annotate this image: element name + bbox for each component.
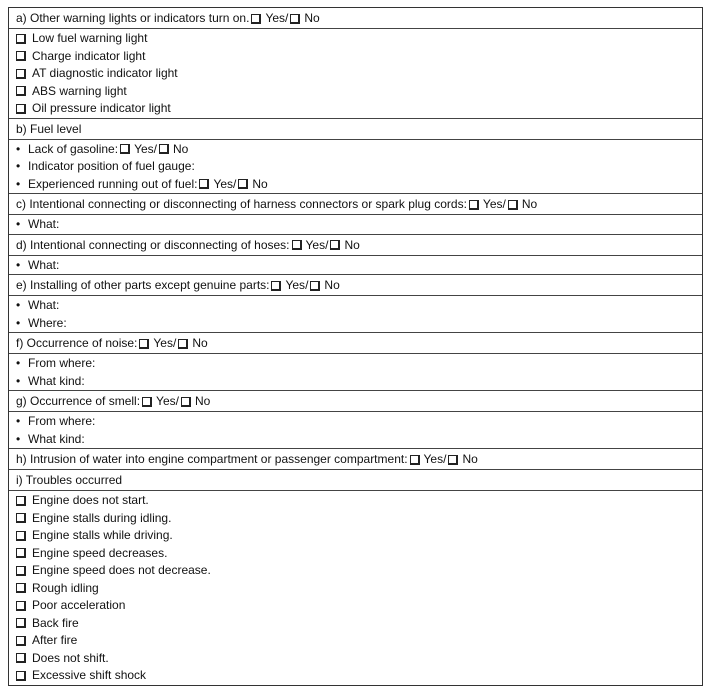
checklist-item[interactable]: [16, 597, 702, 615]
bullet-item: [16, 257, 702, 275]
yes-label: Yes: [156, 394, 176, 408]
yes-label: Yes: [482, 197, 503, 211]
section-title: c) Intentional connecting or disconnecting of harness connectors or spark plug cords:: [16, 197, 467, 211]
item-checkbox[interactable]: [16, 69, 26, 79]
no-label: No: [192, 336, 208, 350]
item-checkbox[interactable]: [16, 104, 26, 114]
checklist-item-label: After fire: [32, 633, 78, 647]
trouble-questionnaire-form: [8, 7, 703, 686]
checklist-item-label: Charge indicator light: [32, 48, 146, 63]
section-header: [9, 275, 702, 296]
checklist-item[interactable]: [16, 580, 702, 598]
section-header-line: [16, 451, 702, 469]
bullet-item: [16, 413, 702, 431]
checklist-item[interactable]: [16, 650, 702, 668]
section-header: [9, 449, 702, 470]
no-label: No: [172, 141, 189, 156]
slash-separator: /: [305, 278, 309, 292]
section-body: [9, 354, 702, 391]
no-checkbox[interactable]: [508, 200, 518, 210]
checklist-item-label: Rough idling: [32, 580, 99, 595]
no-checkbox[interactable]: [330, 240, 340, 250]
bullet-dot-icon: •: [16, 315, 21, 330]
item-checkbox[interactable]: [16, 86, 26, 96]
yes-checkbox[interactable]: [199, 179, 209, 189]
bullet-item-label: What kind:: [28, 431, 85, 446]
yes-label: Yes: [213, 176, 234, 191]
bullet-item: [16, 355, 702, 373]
section-header: [9, 391, 702, 412]
checklist-item[interactable]: [16, 510, 702, 528]
bullet-item-label: Where:: [28, 315, 67, 330]
slash-separator: /: [502, 197, 506, 211]
section-header: [9, 333, 702, 354]
item-checkbox[interactable]: [16, 34, 26, 44]
bullet-item-label: What kind:: [28, 373, 85, 388]
checklist-item[interactable]: [16, 562, 702, 580]
slash-separator: /: [153, 141, 157, 156]
yes-checkbox[interactable]: [142, 397, 152, 407]
section-body: [9, 256, 702, 276]
section-header: [9, 194, 702, 215]
section-header-line: [16, 196, 702, 214]
bullet-dot-icon: •: [16, 298, 21, 312]
yes-label: Yes: [265, 11, 286, 25]
section-header-line: [16, 237, 702, 255]
no-checkbox[interactable]: [178, 339, 188, 349]
checklist-item-label: Engine speed does not decrease.: [32, 563, 211, 577]
bullet-item-label: Indicator position of fuel gauge:: [28, 159, 195, 173]
section-header-line: [16, 472, 702, 490]
section-header-line: [16, 121, 702, 139]
bullet-item: [16, 216, 702, 234]
section-title: e) Installing of other parts except genuine parts:: [16, 278, 270, 292]
section-body: [9, 491, 702, 685]
checklist-item[interactable]: [16, 65, 702, 83]
item-checkbox[interactable]: [16, 653, 26, 663]
section-title: h) Intrusion of water into engine compartment or passenger compartment:: [16, 452, 408, 466]
bullet-item-label: From where:: [28, 356, 96, 370]
no-label: No: [304, 11, 320, 25]
no-label: No: [462, 452, 478, 466]
item-checkbox[interactable]: [16, 531, 26, 541]
section-header-line: [16, 277, 702, 295]
yes-checkbox[interactable]: [139, 339, 149, 349]
checklist-item[interactable]: [16, 632, 702, 650]
section-title: i) Troubles occurred: [16, 473, 123, 487]
item-checkbox[interactable]: [16, 618, 26, 628]
item-checkbox[interactable]: [16, 51, 26, 61]
item-checkbox[interactable]: [16, 636, 26, 646]
yes-label: Yes: [305, 237, 326, 252]
checklist-item-label: Poor acceleration: [32, 598, 126, 612]
slash-separator: /: [175, 394, 179, 408]
bullet-dot-icon: •: [16, 141, 21, 156]
yes-checkbox[interactable]: [271, 281, 281, 291]
item-checkbox[interactable]: [16, 601, 26, 611]
item-checkbox[interactable]: [16, 671, 26, 681]
no-label: No: [194, 394, 211, 408]
bullet-item: [16, 373, 702, 391]
bullet-item-label: What:: [28, 257, 60, 272]
bullet-item-label: What:: [28, 298, 60, 312]
no-label: No: [344, 237, 360, 252]
checklist-item-label: Oil pressure indicator light: [32, 101, 171, 115]
section-title: b) Fuel level: [16, 121, 82, 136]
checklist-item[interactable]: [16, 48, 702, 66]
no-checkbox[interactable]: [448, 455, 458, 465]
bullet-dot-icon: •: [16, 356, 21, 370]
bullet-dot-icon: •: [16, 431, 21, 446]
checklist-item[interactable]: [16, 492, 702, 510]
yes-label: Yes: [423, 452, 444, 466]
bullet-item: [16, 431, 702, 449]
slash-separator: /: [172, 336, 177, 350]
bullet-item-label: From where:: [28, 414, 96, 428]
checklist-item-label: Engine stalls during idling.: [32, 510, 172, 525]
section-header-line: [16, 10, 702, 28]
yes-label: Yes: [285, 278, 306, 292]
bullet-dot-icon: •: [16, 159, 21, 173]
bullet-dot-icon: •: [16, 217, 21, 231]
yes-checkbox[interactable]: [251, 14, 261, 24]
section-header-line: [16, 393, 702, 411]
item-checkbox[interactable]: [16, 496, 26, 506]
yes-checkbox[interactable]: [292, 240, 302, 250]
slash-separator: /: [233, 176, 237, 191]
bullet-item-label: Experienced running out of fuel:: [28, 176, 198, 191]
section-title: g) Occurrence of smell:: [16, 394, 141, 408]
yes-label: Yes: [153, 336, 173, 350]
checklist-item-label: Engine does not start.: [32, 493, 149, 507]
section-body: [9, 296, 702, 333]
yes-label: Yes: [134, 141, 154, 156]
bullet-item-label: Lack of gasoline:: [28, 141, 119, 156]
yes-checkbox[interactable]: [120, 144, 130, 154]
checklist-item-label: Engine stalls while driving.: [32, 528, 173, 542]
section-header-line: [16, 335, 702, 353]
section-body: [9, 140, 702, 195]
checklist-item[interactable]: [16, 83, 702, 101]
item-checkbox[interactable]: [16, 566, 26, 576]
no-label: No: [252, 176, 268, 191]
no-label: No: [521, 197, 538, 211]
slash-separator: /: [285, 11, 289, 25]
checklist-item-label: Engine speed decreases.: [32, 545, 168, 560]
section-header: [9, 119, 702, 140]
no-checkbox[interactable]: [290, 14, 300, 24]
no-label: No: [324, 278, 340, 292]
checklist-item-label: ABS warning light: [32, 83, 127, 98]
item-checkbox[interactable]: [16, 583, 26, 593]
section-body: [9, 215, 702, 235]
slash-separator: /: [325, 237, 329, 252]
bullet-item-label: What:: [28, 217, 60, 231]
bullet-item: [16, 176, 702, 194]
checklist-item-label: Back fire: [32, 615, 79, 630]
no-checkbox[interactable]: [159, 144, 169, 154]
section-header: [9, 8, 702, 29]
bullet-item: [16, 158, 702, 176]
checklist-item[interactable]: [16, 30, 702, 48]
checklist-item-label: Low fuel warning light: [32, 31, 148, 45]
bullet-dot-icon: •: [16, 373, 21, 388]
checklist-item[interactable]: [16, 527, 702, 545]
section-body: [9, 412, 702, 449]
bullet-dot-icon: •: [16, 414, 21, 428]
bullet-item: [16, 315, 702, 333]
yes-checkbox[interactable]: [469, 200, 479, 210]
checklist-item-label: AT diagnostic indicator light: [32, 66, 178, 80]
item-checkbox[interactable]: [16, 548, 26, 558]
section-body: [9, 29, 702, 119]
no-checkbox[interactable]: [181, 397, 191, 407]
checklist-item[interactable]: [16, 545, 702, 563]
bullet-dot-icon: •: [16, 176, 21, 191]
section-header: [9, 470, 702, 491]
checklist-item-label: Excessive shift shock: [32, 668, 147, 682]
checklist-item-label: Does not shift.: [32, 650, 109, 665]
checklist-item[interactable]: [16, 615, 702, 633]
bullet-item: [16, 297, 702, 315]
bullet-item: [16, 141, 702, 159]
section-header: [9, 235, 702, 256]
slash-separator: /: [443, 452, 447, 466]
yes-checkbox[interactable]: [410, 455, 420, 465]
no-checkbox[interactable]: [310, 281, 320, 291]
no-checkbox[interactable]: [238, 179, 248, 189]
bullet-dot-icon: •: [16, 257, 21, 272]
section-title: a) Other warning lights or indicators turn on.: [16, 11, 250, 25]
checklist-item[interactable]: [16, 100, 702, 118]
section-title: f) Occurrence of noise:: [16, 336, 138, 350]
section-title: d) Intentional connecting or disconnecting of hoses:: [16, 237, 290, 252]
item-checkbox[interactable]: [16, 513, 26, 523]
checklist-item[interactable]: [16, 667, 702, 685]
